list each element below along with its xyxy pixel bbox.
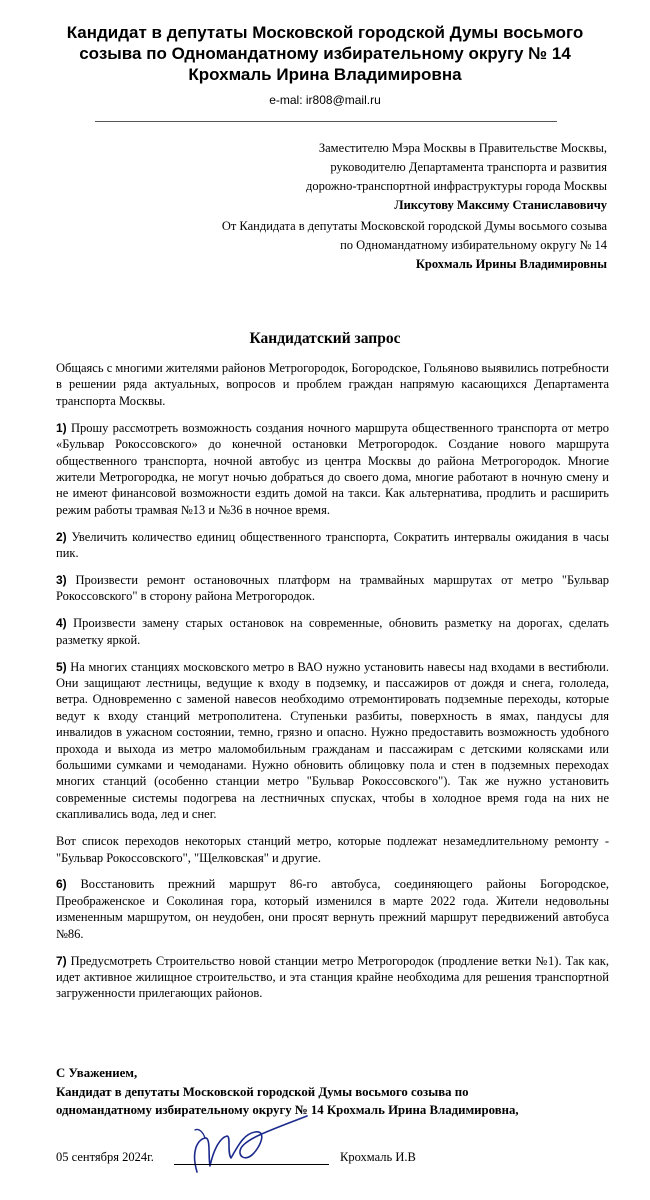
recipient-block [306, 139, 607, 215]
recipient-line: руководителю Департамента транспорта и развития [330, 160, 607, 174]
request-item [56, 615, 609, 648]
request-item-number: 4) [56, 616, 67, 631]
sender-block [222, 217, 607, 274]
document-body [56, 360, 609, 1012]
request-item-text: Восстановить прежний маршрут 86-го автобуса, соединяющего районы Богородское, Преображенское и Соколиная гора, который изменился в марте 2022 года. Жители недовольны измененным маршрутом, он неудобен, они просят вернуть прежний маршрут передвижений автобуса №86. [56, 877, 610, 941]
request-item [56, 953, 609, 1002]
letterhead-line: Кандидат в депутаты Московской городской Думы восьмого [66, 23, 584, 42]
signature-row [56, 1150, 616, 1170]
request-item [56, 876, 609, 942]
request-item-text: Произвести ремонт остановочных платформ на трамвайных маршрутах от метро "Бульвар Рокоссовского" в сторону района Метрогородок. [56, 572, 610, 604]
closing-line: одномандатному избирательному округу № 14 Крохмаль Ирина Владимировна, [56, 1103, 519, 1117]
request-item-number: 6) [56, 877, 67, 892]
letterhead-email: e-mal: ir808@mail.ru [269, 93, 381, 107]
request-item-text: Вот список переходов некоторых станций метро, которые подлежат незамедлительному ремонту - "Бульвар Рокоссовского", "Щелковская" и другие. [56, 834, 609, 865]
request-item [56, 572, 609, 605]
sender-name: Крохмаль Ирины Владимировны [415, 257, 607, 271]
document-title: Кандидатский запрос [249, 330, 401, 347]
request-item-number: 2) [56, 529, 67, 544]
request-item [56, 529, 609, 562]
request-item-text: Предусмотреть Строительство новой станции метро Метрогородок (продление ветки №1). Так как, идет активное жилищное строительство, и эта станция крайне необходима для решения транспортной загруженности прилегающих районов. [56, 953, 610, 1001]
request-item-text: Увеличить количество единиц общественного транспорта, Сократить интервалы ожидания в часы пик. [56, 529, 610, 561]
request-items [56, 420, 609, 1002]
letterhead-title [40, 22, 610, 85]
recipient-line: дорожно-транспортной инфраструктуры города Москвы [306, 179, 607, 193]
signature-line [174, 1164, 329, 1165]
closing-line: Кандидат в депутаты Московской городской Думы восьмого созыва по [56, 1084, 469, 1099]
request-item [56, 420, 609, 518]
letterhead-line: Крохмаль Ирина Владимировна [188, 65, 462, 84]
intro-paragraph: Общаясь с многими жителями районов Метрогородок, Богородское, Гольяново выявились потребности в решении ряда актуальных, вопросов и проблем граждан напрямую касающихся Департамента транспорта Москвы. [56, 361, 609, 408]
request-item-text: На многих станциях московского метро в ВАО нужно установить навесы над входами в вестибюли. Они защищают лестницы, ведущие к входу в подземку, и пассажиров от дождя и снега, гололеда, ветра. Одновременно с заменой навесов необходимо отремонтировать подземные переходы, которые ведут к входу станций метрополитена. Ступеньки разбиты, поверхность в ямах, пандусы для инвалидов в ужасном состоянии, темно, грязно и опасно. Нужно предоставить возможность удобного прохода и выхода из метро маломобильным гражданам и пассажирам с детскими колясками или большими сумками и чемоданами. Нужно обновить облицовку пола и стен в подземных переходах многих станций (особенно станции метро "Бульвар Рокоссовского"). Так же нужно установить современные системы подогрева на лестничных спусках, чтобы в холодное время года на них не скапливались вода, лед и снег. [56, 659, 609, 822]
request-item-number: 5) [56, 659, 67, 674]
recipient-name: Ликсутову Максиму Станиславовичу [394, 198, 607, 212]
sender-line: От Кандидата в депутаты Московской городской Думы восьмого созыва [221, 219, 607, 233]
request-item-number: 7) [56, 953, 67, 968]
request-item [56, 833, 609, 866]
letterhead-divider [95, 121, 557, 122]
signature-date: 05 сентября 2024г. [56, 1150, 154, 1164]
closing-regards: С Уважением, [56, 1066, 138, 1080]
request-item-text: Прошу рассмотреть возможность создания ночного маршрута общественного транспорта от метро «Бульвар Рокоссовского» до конечной остановки Метрогородок. Создание нового маршрута общественного транспорта, ночной автобус из центра Москвы до района Метрогородок. Многие жители Метрогородка, не могут ночью добраться до своего дома, многие работают в ночную смену и не имеют финансовой возможности ездить домой на такси. Как альтернатива, продлить и расширить режим работы трамвая №13 и №36 в ночное время. [56, 420, 610, 517]
letterhead-line: созыва по Одномандатному избирательному округу № 14 [79, 44, 571, 63]
request-item-number: 1) [56, 420, 67, 435]
sender-line: по Одномандатному избирательному округу № 14 [340, 238, 607, 252]
request-item [56, 659, 609, 823]
recipient-line: Заместителю Мэра Москвы в Правительстве Москвы, [318, 141, 607, 155]
request-item-text: Произвести замену старых остановок на современные, обновить разметку на дорогах, сделать разметку яркой. [56, 616, 609, 647]
closing-block [56, 1064, 616, 1120]
request-item-number: 3) [56, 572, 67, 587]
signature-name: Крохмаль И.В [340, 1150, 416, 1164]
handwritten-signature [175, 1112, 315, 1184]
